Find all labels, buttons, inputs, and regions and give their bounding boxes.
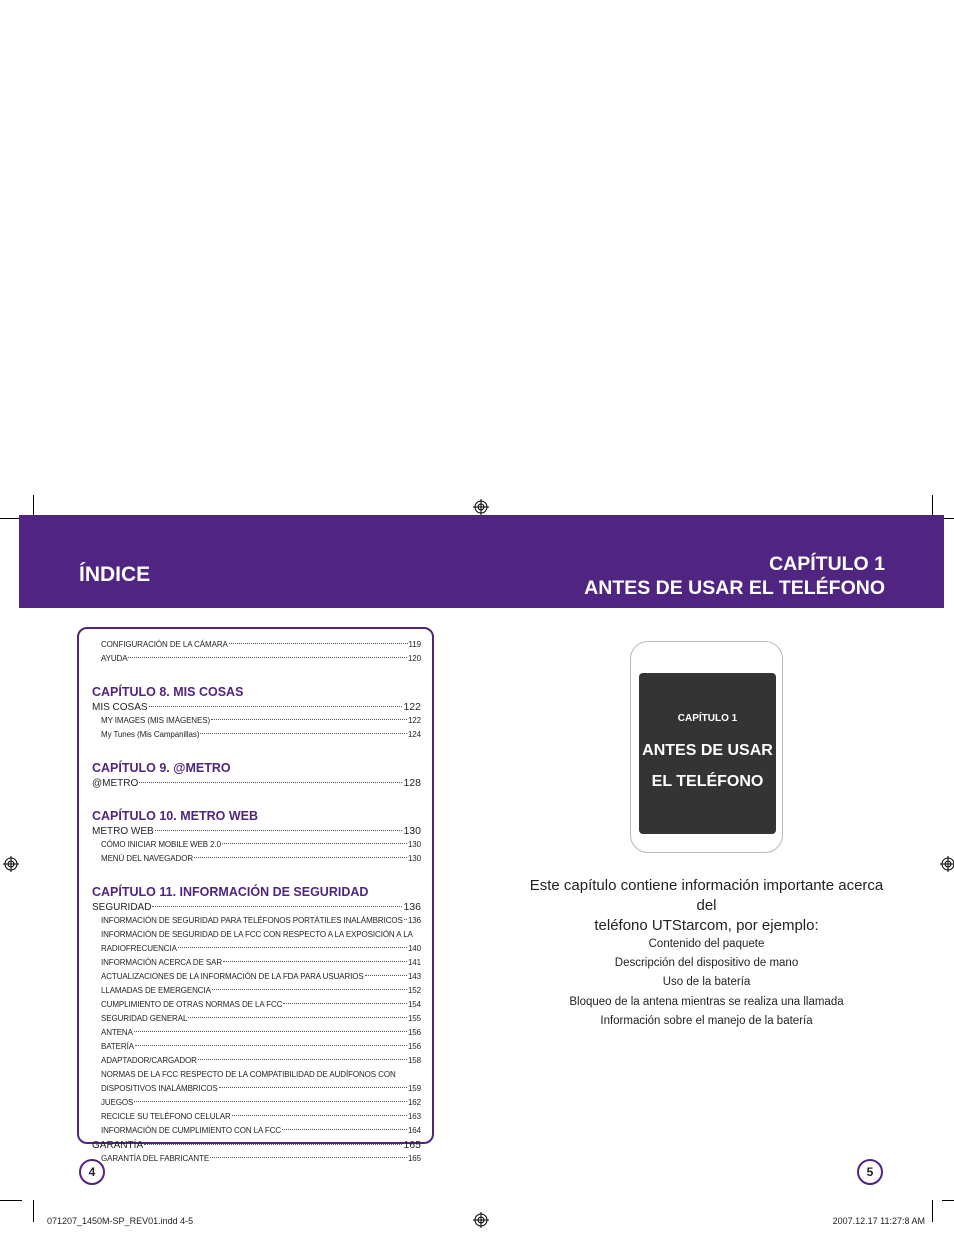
registration-mark-bottom bbox=[473, 1212, 489, 1228]
chapter-title-line2: ANTES DE USAR EL TELÉFONO bbox=[584, 577, 885, 599]
list-item: Información sobre el manejo de la batería bbox=[600, 1014, 813, 1027]
registration-mark-right bbox=[940, 856, 954, 872]
list-item: Descripción del dispositivo de mano bbox=[614, 957, 799, 970]
toc-chapter-heading[interactable]: CAPÍTULO 10. METRO WEB bbox=[92, 809, 258, 823]
toc-entry[interactable]: ADAPTADOR/CARGADOR 158 bbox=[101, 1056, 421, 1065]
toc-entry[interactable]: CÓMO INICIAR MOBILE WEB 2.0 130 bbox=[101, 840, 421, 849]
chapter-intro: Este capítulo contiene información importante acerca del teléfono UTStarcom, por ejemplo: bbox=[529, 877, 884, 934]
toc-entry[interactable]: MIS COSAS 122 bbox=[92, 701, 421, 713]
crop-mark bbox=[932, 1200, 933, 1222]
phone-screen-chapter: CAPÍTULO 1 bbox=[677, 713, 738, 724]
phone-screen bbox=[639, 673, 776, 834]
toc-entry[interactable]: MENÚ DEL NAVEGADOR 130 bbox=[101, 854, 421, 863]
phone-screen-title: ANTES DE USAR EL TELÉFONO bbox=[642, 742, 773, 790]
chapter-title-line1: CAPÍTULO 1 bbox=[769, 553, 885, 575]
chapter-title bbox=[584, 552, 885, 600]
toc-entry-line[interactable]: NORMAS DE LA FCC RESPECTO DE LA COMPATIBILIDAD DE AUDÍFONOS CON bbox=[101, 1070, 396, 1079]
phone-illustration bbox=[630, 641, 783, 853]
toc-entry[interactable]: INFORMACIÓN ACERCA DE SAR 141 bbox=[101, 958, 421, 967]
page-number-right: 5 bbox=[857, 1159, 883, 1185]
toc-chapter-heading[interactable]: CAPÍTULO 11. INFORMACIÓN DE SEGURIDAD bbox=[92, 885, 369, 899]
toc-entry[interactable]: LLAMADAS DE EMERGENCIA 152 bbox=[101, 986, 421, 995]
toc-entry[interactable]: AYUDA 120 bbox=[101, 654, 421, 663]
toc-chapter-heading[interactable]: CAPÍTULO 9. @METRO bbox=[92, 761, 231, 775]
toc-entry[interactable]: ACTUALIZACIONES DE LA INFORMACIÓN DE LA FDA PARA USUARIOS 143 bbox=[101, 972, 421, 981]
toc-entry[interactable]: SEGURIDAD 136 bbox=[92, 901, 421, 913]
toc-chapter-heading[interactable]: CAPÍTULO 8. MIS COSAS bbox=[92, 685, 244, 699]
list-item: Bloqueo de la antena mientras se realiza una llamada bbox=[569, 995, 844, 1008]
toc-entry[interactable]: METRO WEB 130 bbox=[92, 825, 421, 837]
crop-mark bbox=[33, 1200, 34, 1222]
toc-entry[interactable]: RECICLE SU TELÉFONO CELULAR 163 bbox=[101, 1112, 421, 1121]
toc-entry[interactable]: CONFIGURACIÓN DE LA CÁMARA 119 bbox=[101, 640, 421, 649]
slug-date: 2007.12.17 11:27:8 AM bbox=[832, 1216, 925, 1226]
toc-entry[interactable]: INFORMACIÓN DE CUMPLIMIENTO CON LA FCC 164 bbox=[101, 1126, 421, 1135]
index-title: ÍNDICE bbox=[79, 563, 151, 586]
toc-entry[interactable]: CUMPLIMIENTO DE OTRAS NORMAS DE LA FCC 154 bbox=[101, 1000, 421, 1009]
toc-entry[interactable]: My Tunes (Mis Campanillas) 124 bbox=[101, 730, 421, 739]
toc-entry-line[interactable]: INFORMACIÓN DE SEGURIDAD DE LA FCC CON RESPECTO A LA EXPOSICIÓN A LA bbox=[101, 930, 413, 939]
list-item: Uso de la batería bbox=[662, 976, 751, 989]
toc-entry[interactable]: JUEGOS 162 bbox=[101, 1098, 421, 1107]
toc-entry[interactable]: DISPOSITIVOS INALÁMBRICOS 159 bbox=[101, 1084, 421, 1093]
toc-entry[interactable]: GARANTÍA DEL FABRICANTE 165 bbox=[101, 1154, 421, 1163]
toc-entry[interactable]: RADIOFRECUENCIA 140 bbox=[101, 944, 421, 953]
toc-entry[interactable]: MY IMAGES (MIS IMÁGENES) 122 bbox=[101, 716, 421, 725]
list-item: Contenido del paquete bbox=[648, 938, 765, 950]
toc-entry[interactable]: @METRO 128 bbox=[92, 777, 421, 789]
slug-file: 071207_1450M-SP_REV01.indd 4-5 bbox=[47, 1216, 194, 1226]
toc-entry[interactable]: GARANTÍA 165 bbox=[92, 1139, 421, 1151]
crop-mark bbox=[942, 1200, 954, 1201]
toc-entry[interactable]: BATERÍA 156 bbox=[101, 1042, 421, 1051]
crop-mark bbox=[0, 1200, 22, 1201]
table-of-contents bbox=[77, 627, 434, 1163]
page-number-left: 4 bbox=[79, 1159, 105, 1185]
registration-mark-top bbox=[473, 499, 489, 515]
toc-entry[interactable]: INFORMACIÓN DE SEGURIDAD PARA TELÉFONOS PORTÁTILES INALÁMBRICOS 136 bbox=[101, 916, 421, 925]
registration-mark-left bbox=[3, 856, 19, 872]
topic-list bbox=[520, 935, 893, 1031]
header-band bbox=[19, 515, 944, 608]
toc-entry[interactable]: ANTENA 156 bbox=[101, 1028, 421, 1037]
toc-entry[interactable]: SEGURIDAD GENERAL 155 bbox=[101, 1014, 421, 1023]
